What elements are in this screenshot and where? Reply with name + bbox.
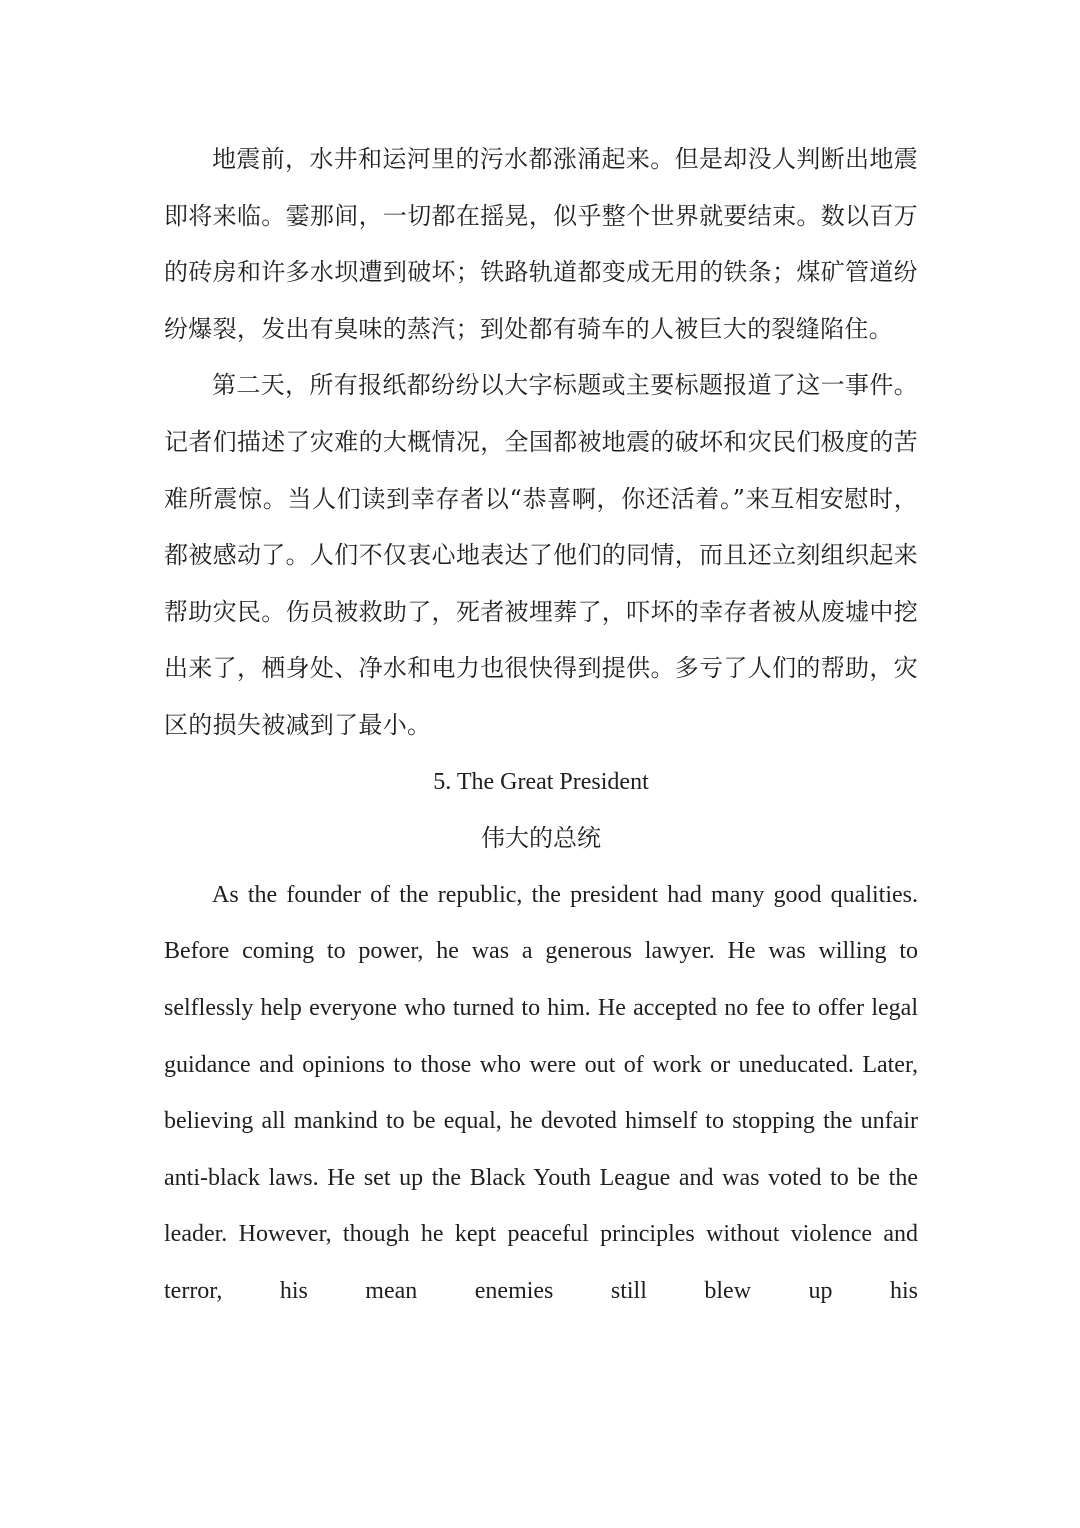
document-body [164, 131, 918, 1319]
paragraph-great-president: As the founder of the republic, the president had many good qualities. Before coming to power, he was a generous lawyer. He was willing to selflessly help everyone who turned to him. He accepted no fee to offer legal guidance and opinions to those who were out of work or uneducated. Later, believing all mankind to be equal, he devoted himself to stopping the unfair anti-black laws. He set up the Black Youth League and was voted to be the leader. However, though he kept peaceful principles without violence and terror, his mean enemies still blew up his [164, 881, 918, 1304]
section-title-english: 5. The Great President [433, 768, 649, 795]
section-title-chinese: 伟大的总统 [481, 824, 601, 853]
paragraph-earthquake-after: 第二天，所有报纸都纷纷以大字标题或主要标题报道了这一事件。记者们描述了灾难的大概情况，全国都被地震的破坏和灾民们极度的苦难所震惊。当人们读到幸存者以“恭喜啊，你还活着。”来互相安慰时，都被感动了。人们不仅衷心地表达了他们的同情，而且还立刻组织起来帮助灾民。伤员被救助了，死者被埋葬了，吓坏的幸存者被从废墟中挖出来了，栖身处、净水和电力也很快得到提供。多亏了人们的帮助，灾区的损失被减到了最小。 [164, 371, 918, 739]
paragraph-earthquake-before: 地震前，水井和运河里的污水都涨涌起来。但是却没人判断出地震即将来临。霎那间，一切都在摇晃，似乎整个世界就要结束。数以百万的砖房和许多水坝遭到破坏；铁路轨道都变成无用的铁条；煤矿管道纷纷爆裂，发出有臭味的蒸汽；到处都有骑车的人被巨大的裂缝陷住。 [164, 145, 918, 343]
